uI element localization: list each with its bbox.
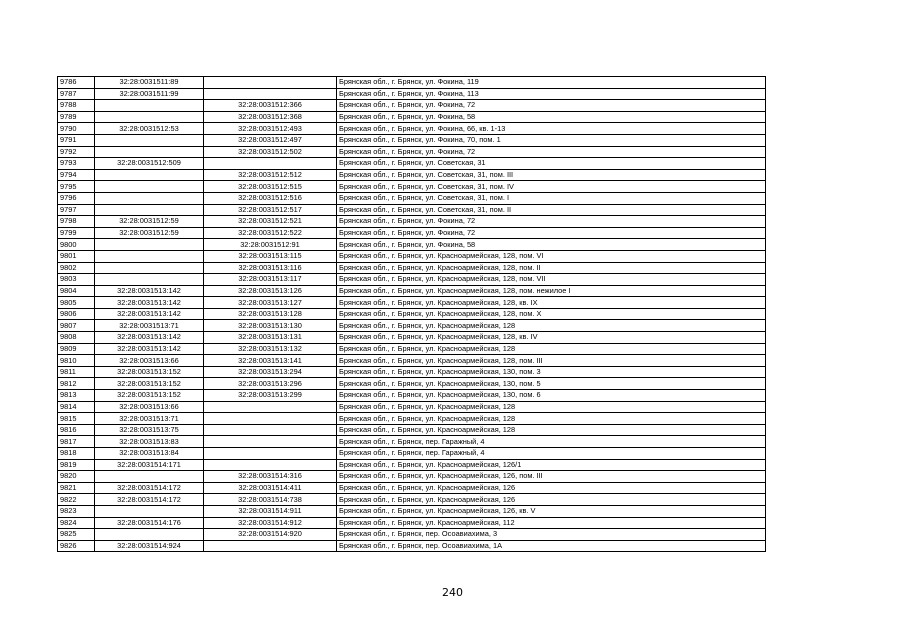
land-cadastral-number-cell xyxy=(95,262,204,274)
land-cadastral-number-cell xyxy=(95,274,204,286)
land-cadastral-number-cell: 32:28:0031512:59 xyxy=(95,227,204,239)
table-row xyxy=(58,158,766,170)
land-cadastral-number-cell: 32:28:0031511:99 xyxy=(95,88,204,100)
object-cadastral-number-cell: 32:28:0031512:512 xyxy=(204,169,337,181)
row-number-cell: 9787 xyxy=(58,88,95,100)
address-cell: Брянская обл., г. Брянск, ул. Красноармейская, 128, пом. VI xyxy=(337,250,766,262)
address-cell: Брянская обл., г. Брянск, ул. Фокина, 72 xyxy=(337,100,766,112)
address-cell: Брянская обл., г. Брянск, ул. Фокина, 58 xyxy=(337,111,766,123)
table-row xyxy=(58,390,766,402)
address-cell: Брянская обл., г. Брянск, ул. Красноармейская, 126, пом. III xyxy=(337,471,766,483)
land-cadastral-number-cell: 32:28:0031513:71 xyxy=(95,413,204,425)
table-row xyxy=(58,88,766,100)
object-cadastral-number-cell xyxy=(204,401,337,413)
cadastral-table xyxy=(57,76,766,552)
address-cell: Брянская обл., г. Брянск, ул. Красноармейская, 130, пом. 6 xyxy=(337,390,766,402)
object-cadastral-number-cell: 32:28:0031514:411 xyxy=(204,482,337,494)
table-row xyxy=(58,123,766,135)
address-cell: Брянская обл., г. Брянск, ул. Красноармейская, 130, пом. 5 xyxy=(337,378,766,390)
land-cadastral-number-cell xyxy=(95,471,204,483)
object-cadastral-number-cell xyxy=(204,436,337,448)
object-cadastral-number-cell: 32:28:0031512:522 xyxy=(204,227,337,239)
address-cell: Брянская обл., г. Брянск, ул. Красноармейская, 128, кв. IX xyxy=(337,297,766,309)
object-cadastral-number-cell: 32:28:0031514:920 xyxy=(204,529,337,541)
row-number-cell: 9819 xyxy=(58,459,95,471)
table-row xyxy=(58,471,766,483)
object-cadastral-number-cell xyxy=(204,448,337,460)
address-cell: Брянская обл., г. Брянск, ул. Советская, 31, пом. I xyxy=(337,192,766,204)
row-number-cell: 9806 xyxy=(58,308,95,320)
land-cadastral-number-cell: 32:28:0031514:176 xyxy=(95,517,204,529)
address-cell: Брянская обл., г. Брянск, ул. Красноармейская, 130, пом. 3 xyxy=(337,366,766,378)
table-row xyxy=(58,308,766,320)
table-row xyxy=(58,482,766,494)
row-number-cell: 9790 xyxy=(58,123,95,135)
land-cadastral-number-cell: 32:28:0031513:142 xyxy=(95,308,204,320)
table-row xyxy=(58,181,766,193)
land-cadastral-number-cell xyxy=(95,134,204,146)
row-number-cell: 9808 xyxy=(58,332,95,344)
table-row xyxy=(58,494,766,506)
land-cadastral-number-cell: 32:28:0031513:152 xyxy=(95,390,204,402)
table-row xyxy=(58,320,766,332)
row-number-cell: 9825 xyxy=(58,529,95,541)
row-number-cell: 9801 xyxy=(58,250,95,262)
address-cell: Брянская обл., г. Брянск, ул. Фокина, 70, пом. 1 xyxy=(337,134,766,146)
address-cell: Брянская обл., г. Брянск, ул. Советская, 31, пом. III xyxy=(337,169,766,181)
object-cadastral-number-cell: 32:28:0031512:515 xyxy=(204,181,337,193)
address-cell: Брянская обл., г. Брянск, ул. Фокина, 58 xyxy=(337,239,766,251)
object-cadastral-number-cell xyxy=(204,77,337,89)
table-row xyxy=(58,401,766,413)
land-cadastral-number-cell: 32:28:0031511:89 xyxy=(95,77,204,89)
land-cadastral-number-cell: 32:28:0031513:142 xyxy=(95,297,204,309)
land-cadastral-number-cell: 32:28:0031513:152 xyxy=(95,366,204,378)
row-number-cell: 9807 xyxy=(58,320,95,332)
land-cadastral-number-cell: 32:28:0031512:509 xyxy=(95,158,204,170)
row-number-cell: 9826 xyxy=(58,540,95,552)
address-cell: Брянская обл., г. Брянск, ул. Красноармейская, 128 xyxy=(337,320,766,332)
address-cell: Брянская обл., г. Брянск, ул. Советская, 31, пом. IV xyxy=(337,181,766,193)
land-cadastral-number-cell xyxy=(95,529,204,541)
row-number-cell: 9823 xyxy=(58,505,95,517)
address-cell: Брянская обл., г. Брянск, ул. Красноармейская, 128 xyxy=(337,401,766,413)
row-number-cell: 9817 xyxy=(58,436,95,448)
land-cadastral-number-cell: 32:28:0031514:172 xyxy=(95,494,204,506)
row-number-cell: 9824 xyxy=(58,517,95,529)
address-cell: Брянская обл., г. Брянск, ул. Советская, 31, пом. II xyxy=(337,204,766,216)
object-cadastral-number-cell: 32:28:0031512:521 xyxy=(204,216,337,228)
address-cell: Брянская обл., г. Брянск, ул. Красноармейская, 126/1 xyxy=(337,459,766,471)
address-cell: Брянская обл., г. Брянск, ул. Красноармейская, 128 xyxy=(337,413,766,425)
land-cadastral-number-cell: 32:28:0031513:66 xyxy=(95,355,204,367)
row-number-cell: 9809 xyxy=(58,343,95,355)
row-number-cell: 9811 xyxy=(58,366,95,378)
row-number-cell: 9792 xyxy=(58,146,95,158)
row-number-cell: 9799 xyxy=(58,227,95,239)
object-cadastral-number-cell: 32:28:0031514:911 xyxy=(204,505,337,517)
address-cell: Брянская обл., г. Брянск, ул. Красноармейская, 112 xyxy=(337,517,766,529)
object-cadastral-number-cell: 32:28:0031512:493 xyxy=(204,123,337,135)
row-number-cell: 9791 xyxy=(58,134,95,146)
land-cadastral-number-cell: 32:28:0031512:53 xyxy=(95,123,204,135)
land-cadastral-number-cell xyxy=(95,100,204,112)
land-cadastral-number-cell: 32:28:0031513:142 xyxy=(95,343,204,355)
row-number-cell: 9822 xyxy=(58,494,95,506)
object-cadastral-number-cell: 32:28:0031513:141 xyxy=(204,355,337,367)
table-row xyxy=(58,529,766,541)
object-cadastral-number-cell: 32:28:0031513:117 xyxy=(204,274,337,286)
object-cadastral-number-cell: 32:28:0031514:316 xyxy=(204,471,337,483)
object-cadastral-number-cell: 32:28:0031512:517 xyxy=(204,204,337,216)
object-cadastral-number-cell: 32:28:0031513:126 xyxy=(204,285,337,297)
land-cadastral-number-cell: 32:28:0031513:75 xyxy=(95,424,204,436)
table-row xyxy=(58,297,766,309)
row-number-cell: 9813 xyxy=(58,390,95,402)
table-row xyxy=(58,146,766,158)
object-cadastral-number-cell: 32:28:0031512:497 xyxy=(204,134,337,146)
object-cadastral-number-cell: 32:28:0031513:132 xyxy=(204,343,337,355)
object-cadastral-number-cell xyxy=(204,459,337,471)
address-cell: Брянская обл., г. Брянск, ул. Фокина, 72 xyxy=(337,227,766,239)
row-number-cell: 9795 xyxy=(58,181,95,193)
object-cadastral-number-cell: 32:28:0031513:296 xyxy=(204,378,337,390)
table-row xyxy=(58,378,766,390)
address-cell: Брянская обл., г. Брянск, ул. Красноармейская, 128, пом. VII xyxy=(337,274,766,286)
table-row xyxy=(58,436,766,448)
table-row xyxy=(58,239,766,251)
row-number-cell: 9796 xyxy=(58,192,95,204)
land-cadastral-number-cell: 32:28:0031513:83 xyxy=(95,436,204,448)
table-row xyxy=(58,204,766,216)
table-body xyxy=(58,77,766,552)
table-row xyxy=(58,517,766,529)
address-cell: Брянская обл., г. Брянск, пер. Гаражный, 4 xyxy=(337,436,766,448)
object-cadastral-number-cell xyxy=(204,88,337,100)
row-number-cell: 9804 xyxy=(58,285,95,297)
land-cadastral-number-cell xyxy=(95,239,204,251)
row-number-cell: 9789 xyxy=(58,111,95,123)
row-number-cell: 9803 xyxy=(58,274,95,286)
row-number-cell: 9802 xyxy=(58,262,95,274)
table-row xyxy=(58,100,766,112)
land-cadastral-number-cell: 32:28:0031513:66 xyxy=(95,401,204,413)
land-cadastral-number-cell: 32:28:0031512:59 xyxy=(95,216,204,228)
address-cell: Брянская обл., г. Брянск, ул. Красноармейская, 128, пом. нежилое I xyxy=(337,285,766,297)
address-cell: Брянская обл., г. Брянск, ул. Красноармейская, 128, пом. X xyxy=(337,308,766,320)
land-cadastral-number-cell: 32:28:0031514:172 xyxy=(95,482,204,494)
address-cell: Брянская обл., г. Брянск, пер. Гаражный, 4 xyxy=(337,448,766,460)
address-cell: Брянская обл., г. Брянск, ул. Красноармейская, 126 xyxy=(337,494,766,506)
address-cell: Брянская обл., г. Брянск, пер. Осоавиахима, 1А xyxy=(337,540,766,552)
row-number-cell: 9816 xyxy=(58,424,95,436)
table-row xyxy=(58,192,766,204)
land-cadastral-number-cell xyxy=(95,169,204,181)
table-row xyxy=(58,366,766,378)
object-cadastral-number-cell: 32:28:0031513:116 xyxy=(204,262,337,274)
address-cell: Брянская обл., г. Брянск, ул. Красноармейская, 126, кв. V xyxy=(337,505,766,517)
table-row xyxy=(58,285,766,297)
address-cell: Брянская обл., г. Брянск, ул. Фокина, 66, кв. 1-13 xyxy=(337,123,766,135)
object-cadastral-number-cell: 32:28:0031512:366 xyxy=(204,100,337,112)
land-cadastral-number-cell: 32:28:0031513:84 xyxy=(95,448,204,460)
address-cell: Брянская обл., г. Брянск, ул. Фокина, 119 xyxy=(337,77,766,89)
address-cell: Брянская обл., г. Брянск, ул. Красноармейская, 128 xyxy=(337,424,766,436)
row-number-cell: 9788 xyxy=(58,100,95,112)
address-cell: Брянская обл., г. Брянск, ул. Красноармейская, 126 xyxy=(337,482,766,494)
row-number-cell: 9798 xyxy=(58,216,95,228)
row-number-cell: 9820 xyxy=(58,471,95,483)
object-cadastral-number-cell: 32:28:0031513:130 xyxy=(204,320,337,332)
land-cadastral-number-cell xyxy=(95,146,204,158)
object-cadastral-number-cell xyxy=(204,413,337,425)
object-cadastral-number-cell: 32:28:0031513:294 xyxy=(204,366,337,378)
row-number-cell: 9794 xyxy=(58,169,95,181)
row-number-cell: 9814 xyxy=(58,401,95,413)
object-cadastral-number-cell xyxy=(204,158,337,170)
table-row xyxy=(58,169,766,181)
object-cadastral-number-cell: 32:28:0031512:368 xyxy=(204,111,337,123)
table-row xyxy=(58,216,766,228)
table-row xyxy=(58,459,766,471)
table-row xyxy=(58,505,766,517)
row-number-cell: 9786 xyxy=(58,77,95,89)
object-cadastral-number-cell: 32:28:0031513:115 xyxy=(204,250,337,262)
row-number-cell: 9821 xyxy=(58,482,95,494)
address-cell: Брянская обл., г. Брянск, ул. Красноармейская, 128, кв. IV xyxy=(337,332,766,344)
land-cadastral-number-cell: 32:28:0031513:152 xyxy=(95,378,204,390)
table-row xyxy=(58,111,766,123)
table-row xyxy=(58,262,766,274)
object-cadastral-number-cell: 32:28:0031513:299 xyxy=(204,390,337,402)
object-cadastral-number-cell: 32:28:0031513:131 xyxy=(204,332,337,344)
land-cadastral-number-cell: 32:28:0031514:924 xyxy=(95,540,204,552)
object-cadastral-number-cell xyxy=(204,424,337,436)
address-cell: Брянская обл., г. Брянск, ул. Красноармейская, 128, пом. II xyxy=(337,262,766,274)
row-number-cell: 9797 xyxy=(58,204,95,216)
row-number-cell: 9793 xyxy=(58,158,95,170)
object-cadastral-number-cell: 32:28:0031514:912 xyxy=(204,517,337,529)
object-cadastral-number-cell: 32:28:0031514:738 xyxy=(204,494,337,506)
table-row xyxy=(58,424,766,436)
land-cadastral-number-cell xyxy=(95,505,204,517)
table-row xyxy=(58,227,766,239)
table-row xyxy=(58,448,766,460)
table-row xyxy=(58,413,766,425)
table-row xyxy=(58,77,766,89)
land-cadastral-number-cell xyxy=(95,250,204,262)
land-cadastral-number-cell: 32:28:0031514:171 xyxy=(95,459,204,471)
table-row xyxy=(58,250,766,262)
object-cadastral-number-cell: 32:28:0031513:128 xyxy=(204,308,337,320)
object-cadastral-number-cell: 32:28:0031512:516 xyxy=(204,192,337,204)
table-row xyxy=(58,343,766,355)
table-row xyxy=(58,134,766,146)
table-row xyxy=(58,332,766,344)
address-cell: Брянская обл., г. Брянск, ул. Красноармейская, 128, пом. III xyxy=(337,355,766,367)
object-cadastral-number-cell: 32:28:0031513:127 xyxy=(204,297,337,309)
row-number-cell: 9815 xyxy=(58,413,95,425)
table-row xyxy=(58,540,766,552)
object-cadastral-number-cell xyxy=(204,540,337,552)
row-number-cell: 9800 xyxy=(58,239,95,251)
address-cell: Брянская обл., г. Брянск, ул. Красноармейская, 128 xyxy=(337,343,766,355)
land-cadastral-number-cell: 32:28:0031513:142 xyxy=(95,285,204,297)
address-cell: Брянская обл., г. Брянск, ул. Фокина, 72 xyxy=(337,146,766,158)
row-number-cell: 9818 xyxy=(58,448,95,460)
land-cadastral-number-cell xyxy=(95,111,204,123)
address-cell: Брянская обл., г. Брянск, ул. Фокина, 113 xyxy=(337,88,766,100)
land-cadastral-number-cell xyxy=(95,204,204,216)
page-number: 240 xyxy=(442,586,463,599)
row-number-cell: 9812 xyxy=(58,378,95,390)
address-cell: Брянская обл., г. Брянск, ул. Советская, 31 xyxy=(337,158,766,170)
address-cell: Брянская обл., г. Брянск, пер. Осоавиахима, 3 xyxy=(337,529,766,541)
land-cadastral-number-cell: 32:28:0031513:71 xyxy=(95,320,204,332)
address-cell: Брянская обл., г. Брянск, ул. Фокина, 72 xyxy=(337,216,766,228)
row-number-cell: 9805 xyxy=(58,297,95,309)
table-row xyxy=(58,355,766,367)
object-cadastral-number-cell: 32:28:0031512:502 xyxy=(204,146,337,158)
land-cadastral-number-cell xyxy=(95,181,204,193)
row-number-cell: 9810 xyxy=(58,355,95,367)
table-row xyxy=(58,274,766,286)
land-cadastral-number-cell: 32:28:0031513:142 xyxy=(95,332,204,344)
object-cadastral-number-cell: 32:28:0031512:91 xyxy=(204,239,337,251)
land-cadastral-number-cell xyxy=(95,192,204,204)
